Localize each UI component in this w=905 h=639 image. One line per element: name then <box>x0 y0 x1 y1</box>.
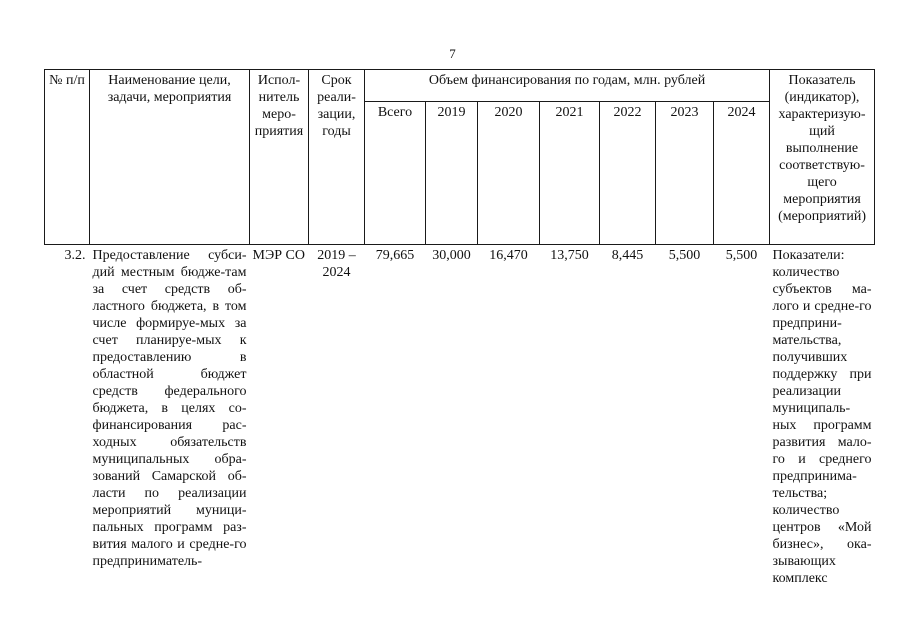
header-total: Всего <box>365 102 426 245</box>
row-total: 79,665 <box>375 248 415 263</box>
row-indicator: Показатели: количество субъектов ма-лого и средне-го предприни-мательства, получивших поддержку при реализации муниципаль-ных программ развития мало-го и среднего предпринима-тельства; количество центров «Мой бизнес», ока-зывающих комплекс <box>772 248 872 586</box>
header-term: Срок реали-зации, годы <box>309 70 365 245</box>
row-num: 3.2. <box>64 248 86 263</box>
header-year-2020: 2020 <box>478 102 540 245</box>
header-year-2024: 2024 <box>714 102 770 245</box>
header-indicator: Показатель (индикатор), характеризую-щий выполнение соответствую-щего мероприятия (мероприятий) <box>770 70 875 245</box>
page-number: 7 <box>449 46 456 61</box>
header-year-2021: 2021 <box>540 102 600 245</box>
table-row <box>45 245 875 588</box>
header-year-2023: 2023 <box>656 102 714 245</box>
header-funding: Объем финансирования по годам, млн. рублей <box>365 70 770 102</box>
row-value-2022: 8,445 <box>611 248 644 263</box>
row-value-2021: 13,750 <box>550 248 589 263</box>
header-year-2019: 2019 <box>426 102 478 245</box>
header-executor: Испол-нитель меро-приятия <box>250 70 309 245</box>
header-year-2022: 2022 <box>600 102 656 245</box>
row-value-2023: 5,500 <box>668 248 701 263</box>
program-table <box>44 69 875 587</box>
header-num: № п/п <box>45 70 90 245</box>
row-name: Предоставление субси-дий местным бюдже-там за счет средств об-ластного бюджета, в том числе формируе-мых за счет планируе-мых к предоставлению в областной бюджет средств федерального бюджета, в целях со-финансирования рас-ходных обязательств муниципальных обра-зований Самарской об-ласти по реализации мероприятий муници-пальных программ раз-вития малого и средне-го предприниматель- <box>92 248 247 569</box>
row-value-2024: 5,500 <box>725 248 758 263</box>
row-term: 2019 – 2024 <box>317 248 356 280</box>
row-value-2019: 30,000 <box>432 248 471 263</box>
row-executor: МЭР СО <box>252 248 305 263</box>
header-name: Наименование цели, задачи, мероприятия <box>90 70 250 245</box>
row-value-2020: 16,470 <box>489 248 528 263</box>
header-row-top <box>45 70 875 102</box>
